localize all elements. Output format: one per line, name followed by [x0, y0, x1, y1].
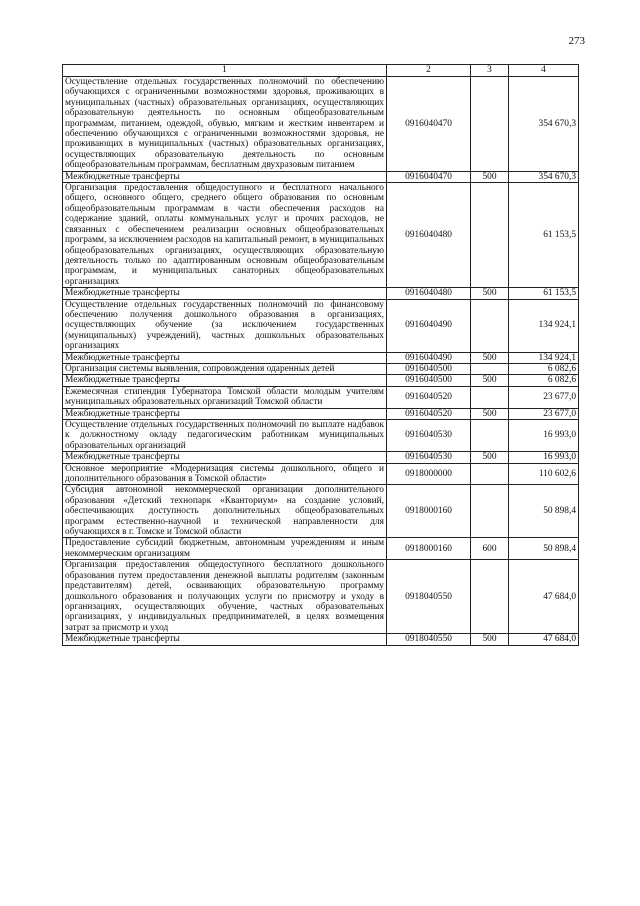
row-expense-type [471, 299, 509, 352]
table-row [63, 408, 579, 419]
row-target-code: 0918040550 [387, 560, 471, 634]
row-target-code: 0916040470 [387, 77, 471, 172]
row-target-code: 0916040500 [387, 363, 471, 374]
row-expense-type [471, 386, 509, 408]
table-row [63, 171, 579, 182]
row-description: Осуществление отдельных государственных полномочий по финансовому обеспечению получения дошкольного образования в организациях, осуществляющих обучение (за исключением государственных (муниципальных) учреждений), частных дошкольных образовательных организациях [63, 299, 387, 352]
row-amount: 6 082,6 [509, 375, 579, 386]
row-amount: 16 993,0 [509, 452, 579, 463]
table-row [63, 452, 579, 463]
row-amount: 16 993,0 [509, 420, 579, 452]
row-expense-type: 500 [471, 171, 509, 182]
row-description: Основное мероприятие «Модернизация системы дошкольного, общего и дополнительного образования в Томской области» [63, 463, 387, 485]
table-row [63, 352, 579, 363]
table-row [63, 363, 579, 374]
row-target-code: 0916040490 [387, 352, 471, 363]
row-amount: 61 153,5 [509, 183, 579, 288]
row-expense-type: 500 [471, 352, 509, 363]
row-description: Межбюджетные трансферты [63, 288, 387, 299]
table-row [63, 485, 579, 538]
column-header-target-code: 2 [387, 65, 471, 77]
row-target-code: 0918000160 [387, 485, 471, 538]
row-amount: 47 684,0 [509, 634, 579, 645]
row-description: Межбюджетные трансферты [63, 634, 387, 645]
row-description: Осуществление отдельных государственных полномочий по выплате надбавок к должностному окладу педагогическим работникам муниципальных образовательных организаций [63, 420, 387, 452]
table-row [63, 420, 579, 452]
table-row [63, 183, 579, 288]
row-expense-type [471, 560, 509, 634]
row-amount: 110 602,6 [509, 463, 579, 485]
row-target-code: 0916040530 [387, 452, 471, 463]
row-target-code: 0916040480 [387, 183, 471, 288]
row-target-code: 0916040520 [387, 386, 471, 408]
row-amount: 134 924,1 [509, 352, 579, 363]
row-amount: 50 898,4 [509, 538, 579, 560]
page-number: 273 [568, 35, 585, 47]
table-row [63, 288, 579, 299]
row-expense-type [471, 183, 509, 288]
row-amount: 50 898,4 [509, 485, 579, 538]
row-target-code: 0918000160 [387, 538, 471, 560]
column-header-description: 1 [63, 65, 387, 77]
row-description: Субсидия автономной некоммерческой организации дополнительного образования «Детский технопарк «Кванториум» на создание условий, обеспечивающих доступность дополнительных общеобразовательных программ естественно-научной и технической направленности для обучающихся в г. Томске и Томской области [63, 485, 387, 538]
row-target-code: 0916040480 [387, 288, 471, 299]
row-expense-type [471, 77, 509, 172]
row-amount: 61 153,5 [509, 288, 579, 299]
row-description: Организация системы выявления, сопровождения одаренных детей [63, 363, 387, 374]
table-row [63, 77, 579, 172]
row-amount: 134 924,1 [509, 299, 579, 352]
row-description: Межбюджетные трансферты [63, 171, 387, 182]
row-target-code: 0916040470 [387, 171, 471, 182]
row-description: Межбюджетные трансферты [63, 452, 387, 463]
row-target-code: 0916040500 [387, 375, 471, 386]
row-expense-type: 500 [471, 634, 509, 645]
table-row [63, 463, 579, 485]
table-row [63, 386, 579, 408]
column-header-expense-type: 3 [471, 65, 509, 77]
row-expense-type: 500 [471, 288, 509, 299]
row-target-code: 0918040550 [387, 634, 471, 645]
table-row [63, 560, 579, 634]
row-amount: 354 670,3 [509, 77, 579, 172]
row-description: Межбюджетные трансферты [63, 375, 387, 386]
row-amount: 354 670,3 [509, 171, 579, 182]
table-row [63, 538, 579, 560]
row-amount: 47 684,0 [509, 560, 579, 634]
row-description: Предоставление субсидий бюджетным, автономным учреждениям и иным некоммерческим организациям [63, 538, 387, 560]
row-expense-type [471, 420, 509, 452]
row-expense-type [471, 463, 509, 485]
table-row [63, 299, 579, 352]
row-expense-type [471, 363, 509, 374]
row-amount: 6 082,6 [509, 363, 579, 374]
row-description: Организация предоставления общедоступного бесплатного дошкольного образования путем предоставления денежной выплаты родителям (законным представителям) детей, осваивающих образовательную программу дошкольного образования и получающих услуги по присмотру и уходу в организациях, осуществляющих обучение, частных образовательных организациях, у индивидуальных предпринимателей, в целях возмещения затрат за присмотр и уход [63, 560, 387, 634]
row-description: Осуществление отдельных государственных полномочий по обеспечению обучающихся с ограниченными возможностями здоровья, проживающих в муниципальных (частных) образовательных организациях, осуществляющих образовательную деятельность по основным общеобразовательным программам, питанием, одеждой, обувью, мягким и жестким инвентарем и обеспечению обучающихся с ограниченными возможностями здоровья, не проживающих в муниципальных (частных) образовательных организациях, осуществляющих образовательную деятельность по основным общеобразовательным программам, бесплатным двухразовым питанием [63, 77, 387, 172]
table-header-row [63, 65, 579, 77]
table-row [63, 375, 579, 386]
row-target-code: 0918000000 [387, 463, 471, 485]
budget-table [62, 64, 579, 646]
row-amount: 23 677,0 [509, 408, 579, 419]
column-header-amount: 4 [509, 65, 579, 77]
row-target-code: 0916040490 [387, 299, 471, 352]
row-expense-type: 500 [471, 375, 509, 386]
row-target-code: 0916040520 [387, 408, 471, 419]
row-expense-type: 500 [471, 408, 509, 419]
row-description: Межбюджетные трансферты [63, 352, 387, 363]
row-description: Организация предоставления общедоступного и бесплатного начального общего, основного общего, среднего общего образования по основным общеобразовательным программам в части обеспечения расходов на содержание зданий, оплаты коммунальных услуг и прочих расходов, не связанных с обеспечением реализации основных общеобразовательных программ, за исключением расходов на капитальный ремонт, в муниципальных общеобразовательных организациях, осуществляющих образовательную деятельность только по адаптированным основным общеобразовательным программам, и муниципальных санаторных общеобразовательных организациях [63, 183, 387, 288]
row-description: Межбюджетные трансферты [63, 408, 387, 419]
row-expense-type: 600 [471, 538, 509, 560]
row-expense-type: 500 [471, 452, 509, 463]
row-amount: 23 677,0 [509, 386, 579, 408]
row-target-code: 0916040530 [387, 420, 471, 452]
table-row [63, 634, 579, 645]
row-expense-type [471, 485, 509, 538]
row-description: Ежемесячная стипендия Губернатора Томской области молодым учителям муниципальных образовательных организаций Томской области [63, 386, 387, 408]
